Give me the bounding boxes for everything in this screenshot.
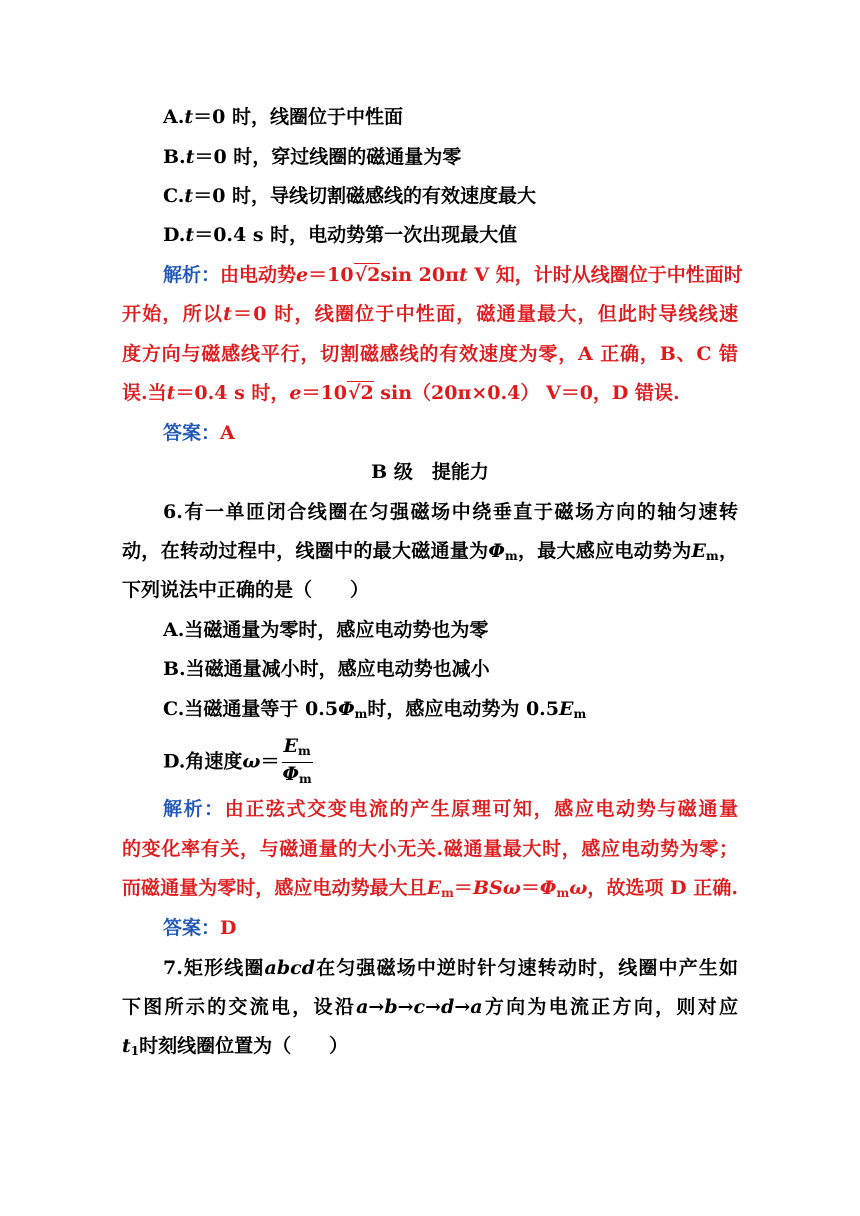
q6-option-d: D.角速度ω＝ $\frac{E_m}{\Phi_m}$ [163,735,313,790]
section-title: B 级 提能力 [371,461,489,483]
q6-stem-line-3: 下列说法中正确的是（ ） [122,579,370,601]
q6-option-c: C.当磁通量等于 $0.5\Phi_m$时，感应电动势为 $0.5E_m$ [163,698,587,721]
q5-analysis-line-3: 度方向与磁感线平行，切割磁感线的有效速度为零，A 正确，B、C 错 [122,343,738,365]
q6-stem-line-2: 动，在转动过程中，线圈中的最大磁通量为$\Phi_m$，最大感应电动势为$E_m$， [122,540,738,563]
q7-stem-line-1: 7.矩形线圈abcd在匀强磁场中逆时针匀速转动时，线圈中产生如 [163,957,738,979]
q7-stem-line-3: $t_1$时刻线圈位置为（ ） [122,1035,349,1058]
q6-analysis-line-1: 解析：由正弦式交变电流的产生原理可知，感应电动势与磁通量 [163,798,738,820]
q5-option-d: D.t＝0.4 s 时，电动势第一次出现最大值 [163,224,518,246]
q5-analysis-line-1: 解析：由电动势e＝10√2sin 20πt V 知，计时从线圈位于中性面时 [163,264,743,286]
q5-answer: 答案：A [163,422,235,444]
q6-option-b: B.当磁通量减小时，感应电动势也减小 [163,658,490,680]
q5-option-c: C.t＝0 时，导线切割磁感线的有效速度最大 [163,185,537,207]
sqrt-symbol: √2 [354,264,381,286]
q6-option-a: A.当磁通量为零时，感应电动势也为零 [163,619,489,641]
q5-analysis-line-4: 误.当t＝0.4 s 时，e＝10√2 sin（20π×0.4） V＝0，D 错误. [122,382,680,404]
q6-stem-line-1: 6.有一单匝闭合线圈在匀强磁场中绕垂直于磁场方向的轴匀速转 [163,501,738,523]
sqrt-symbol: √2 [347,382,374,404]
analysis-label: 解析： [163,264,221,286]
q6-analysis-line-2: 的变化率有关，与磁通量的大小无关.磁通量最大时，感应电动势为零； [122,838,738,860]
fraction: $\frac{E_m}{\Phi_m}$ [282,735,312,786]
q6-answer: 答案：D [163,917,237,939]
q7-stem-line-2: 下图所示的交流电，设沿a→b→c→d→a方向为电流正方向，则对应 [122,996,738,1018]
q5-option-a: A.t＝0 时，线圈位于中性面 [163,106,403,128]
q5-analysis-line-2: 开始，所以t＝0 时，线圈位于中性面，磁通量最大，但此时导线线速 [122,303,738,325]
q6-analysis-line-3: 而磁通量为零时，感应电动势最大且$E_m=BS\omega=\Phi_m\omega$，故选项 D 正确. [122,877,738,900]
q5-option-b: B.t＝0 时，穿过线圈的磁通量为零 [163,146,462,168]
